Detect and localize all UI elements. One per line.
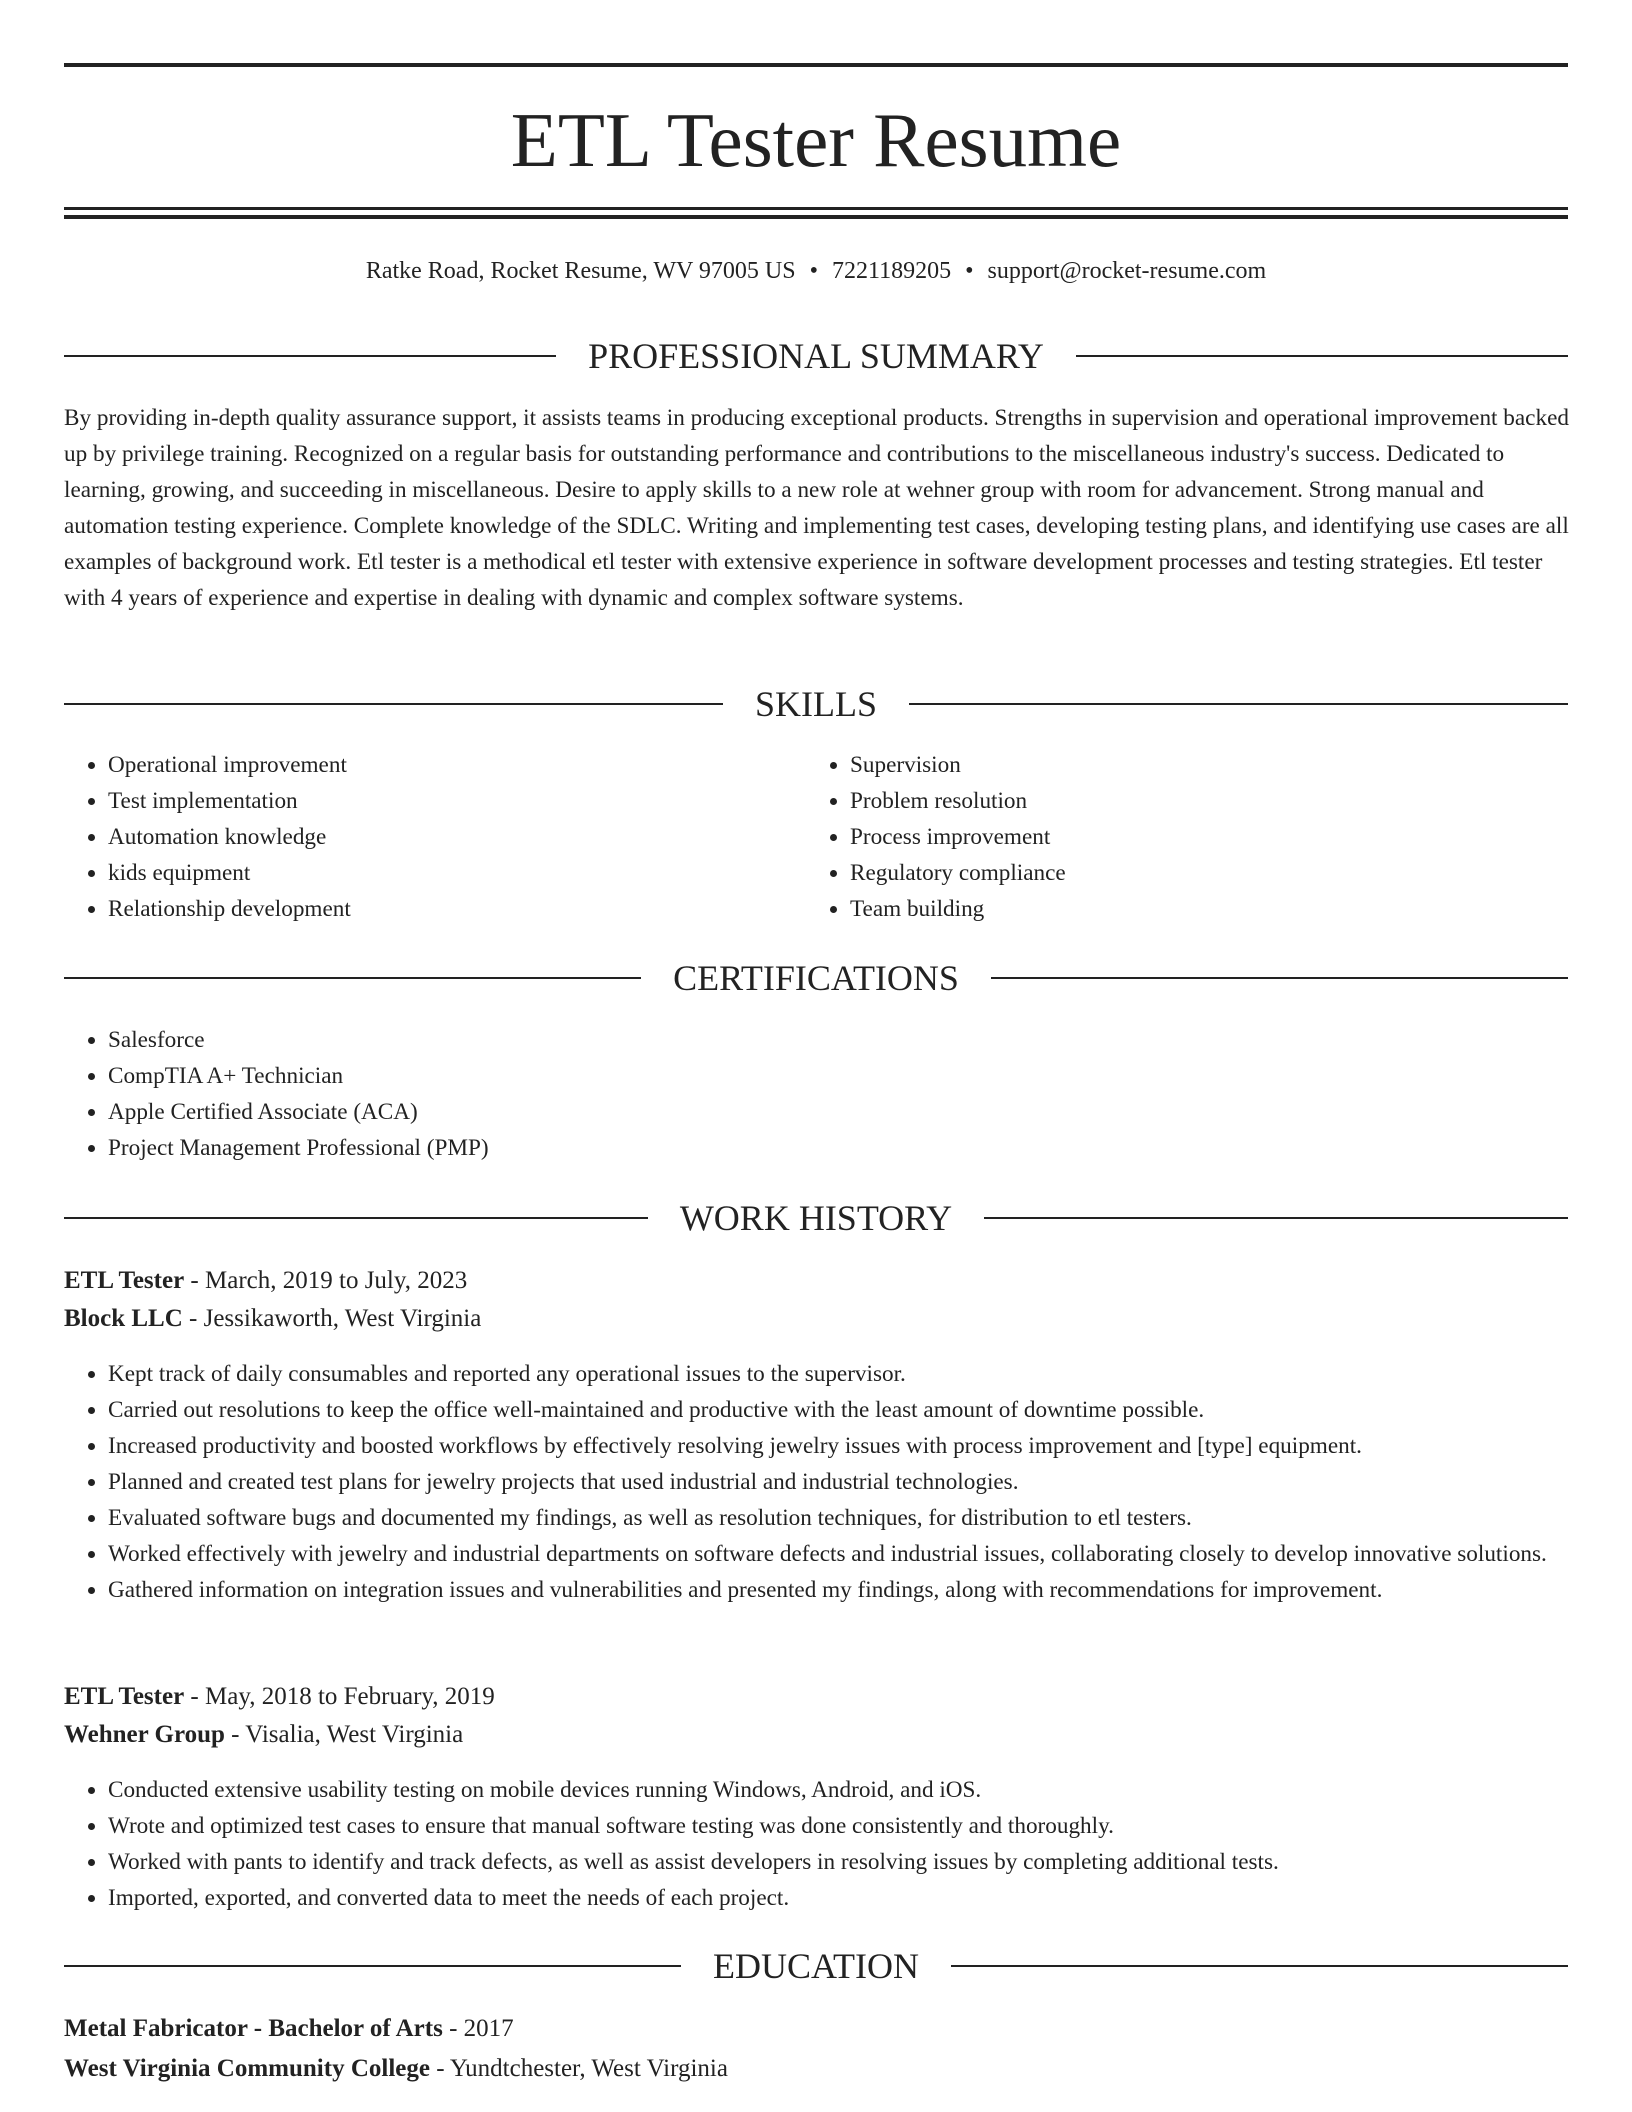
skill-item: • Regulatory compliance [850,855,1550,891]
skill-item: • kids equipment [108,855,798,891]
job-bullet: • Wrote and optimized test cases to ensure that manual software testing was done consistently and thoroughly. [108,1808,1612,1844]
section-title: SKILLS [755,684,878,724]
divider-line [951,1965,1568,1967]
title-bottom-rule-2 [64,215,1568,219]
contact-separator: • [965,258,974,284]
divider-line [64,1217,648,1219]
skill-item: • Relationship development [108,891,798,927]
divider-line [64,977,641,979]
job-dates: - May, 2018 to February, 2019 [184,1683,495,1710]
section-header-skills [64,682,1568,726]
job-company: Block LLC [64,1305,183,1332]
job-bullet: • Conducted extensive usability testing on mobile devices running Windows, Android, and iOS. [108,1772,1612,1808]
job-company: Wehner Group [64,1721,225,1748]
certification-item: • CompTIA A+ Technician [108,1058,1588,1094]
education-school-line [64,2050,1568,2088]
education-degree-line [64,2010,1568,2048]
job-location: - Jessikaworth, West Virginia [182,1305,482,1332]
divider-line [64,355,556,357]
section-title: WORK HISTORY [679,1198,953,1238]
section-header-work-history [64,1196,1568,1240]
skills-list-left [64,747,798,927]
contact-line [0,254,1632,288]
skill-item: • Automation knowledge [108,819,798,855]
skill-item: • Test implementation [108,783,798,819]
skill-item: • Operational improvement [108,747,798,783]
education-location: - Yundtchester, West Virginia [429,2055,728,2082]
skill-item: • Team building [850,891,1550,927]
job-bullet: • Evaluated software bugs and documented my findings, as well as resolution techniques, for distribution to etl testers. [108,1500,1612,1536]
section-header-certifications [64,956,1568,1000]
section-title: PROFESSIONAL SUMMARY [588,336,1044,376]
education-school: West Virginia Community College [64,2055,430,2082]
title-bottom-rule-1 [64,207,1568,210]
title-top-rule [64,63,1568,67]
contact-address: Ratke Road, Rocket Resume, WV 97005 US [365,258,796,284]
divider-line [984,1217,1568,1219]
skill-item: • Problem resolution [850,783,1550,819]
divider-line [64,703,723,705]
education-year: - 2017 [442,2015,514,2042]
job-bullet: • Kept track of daily consumables and reported any operational issues to the supervisor. [108,1356,1612,1392]
job-bullet: • Worked effectively with jewelry and industrial departments on software defects and industrial issues, collaborating closely to develop innovative solutions. [108,1536,1612,1572]
job-bullets [64,1356,1612,1608]
certification-item: • Salesforce [108,1022,1588,1058]
skill-item: • Supervision [850,747,1550,783]
job-company-line [64,1716,1568,1754]
divider-line [1076,355,1568,357]
job-title: ETL Tester [64,1267,185,1294]
section-header-education [64,1944,1568,1988]
skill-item: • Process improvement [850,819,1550,855]
job-title: ETL Tester [64,1683,185,1710]
contact-email: support@rocket-resume.com [987,258,1267,284]
job-title-line [64,1678,1568,1716]
job-company-line [64,1300,1568,1338]
job-location: - Visalia, West Virginia [224,1721,464,1748]
job-bullet: • Increased productivity and boosted workflows by effectively resolving jewelry issues with process improvement and [type] equipment. [108,1428,1612,1464]
job-bullets [64,1772,1612,1916]
contact-separator: • [809,258,818,284]
job-bullet: • Gathered information on integration issues and vulnerabilities and presented my findings, along with recommendations for improvement. [108,1572,1612,1608]
certification-item: • Project Management Professional (PMP) [108,1130,1588,1166]
job-bullet: • Worked with pants to identify and track defects, as well as assist developers in resolving issues by completing additional tests. [108,1844,1612,1880]
education-degree: Metal Fabricator - Bachelor of Arts [64,2015,443,2042]
job-bullet: • Imported, exported, and converted data to meet the needs of each project. [108,1880,1612,1916]
job-bullet: • Planned and created test plans for jewelry projects that used industrial and industrial technologies. [108,1464,1612,1500]
page-title: ETL Tester Resume [510,97,1122,183]
divider-line [909,703,1568,705]
divider-line [991,977,1568,979]
job-title-line [64,1262,1568,1300]
contact-phone: 7221189205 [831,258,952,284]
section-header-summary [64,334,1568,378]
section-title: EDUCATION [713,1946,919,1986]
skills-list-right [806,747,1550,927]
section-title: CERTIFICATIONS [673,958,959,998]
job-bullet: • Carried out resolutions to keep the office well-maintained and productive with the least amount of downtime possible. [108,1392,1612,1428]
divider-line [64,1965,681,1967]
job-dates: - March, 2019 to July, 2023 [184,1267,468,1294]
certifications-list [64,1022,1588,1166]
summary-text: By providing in-depth quality assurance support, it assists teams in producing exceptional products. Strengths in supervision and operational improvement backed up by privilege training. Recognized on a regular basis for outstanding performance and contributions to the miscellaneous industry's success. Dedicated to learning, growing, and succeeding in miscellaneous. Desire to apply skills to a new role at wehner group with room for advancement. Strong manual and automation testing experience. Complete knowledge of the SDLC. Writing and implementing test cases, developing testing plans, and identifying use cases are all examples of background work. Etl tester is a methodical etl tester with extensive experience in software development processes and testing strategies. Etl tester with 4 years of experience and expertise in dealing with dynamic and complex software systems. [64,405,1569,611]
certification-item: • Apple Certified Associate (ACA) [108,1094,1588,1130]
